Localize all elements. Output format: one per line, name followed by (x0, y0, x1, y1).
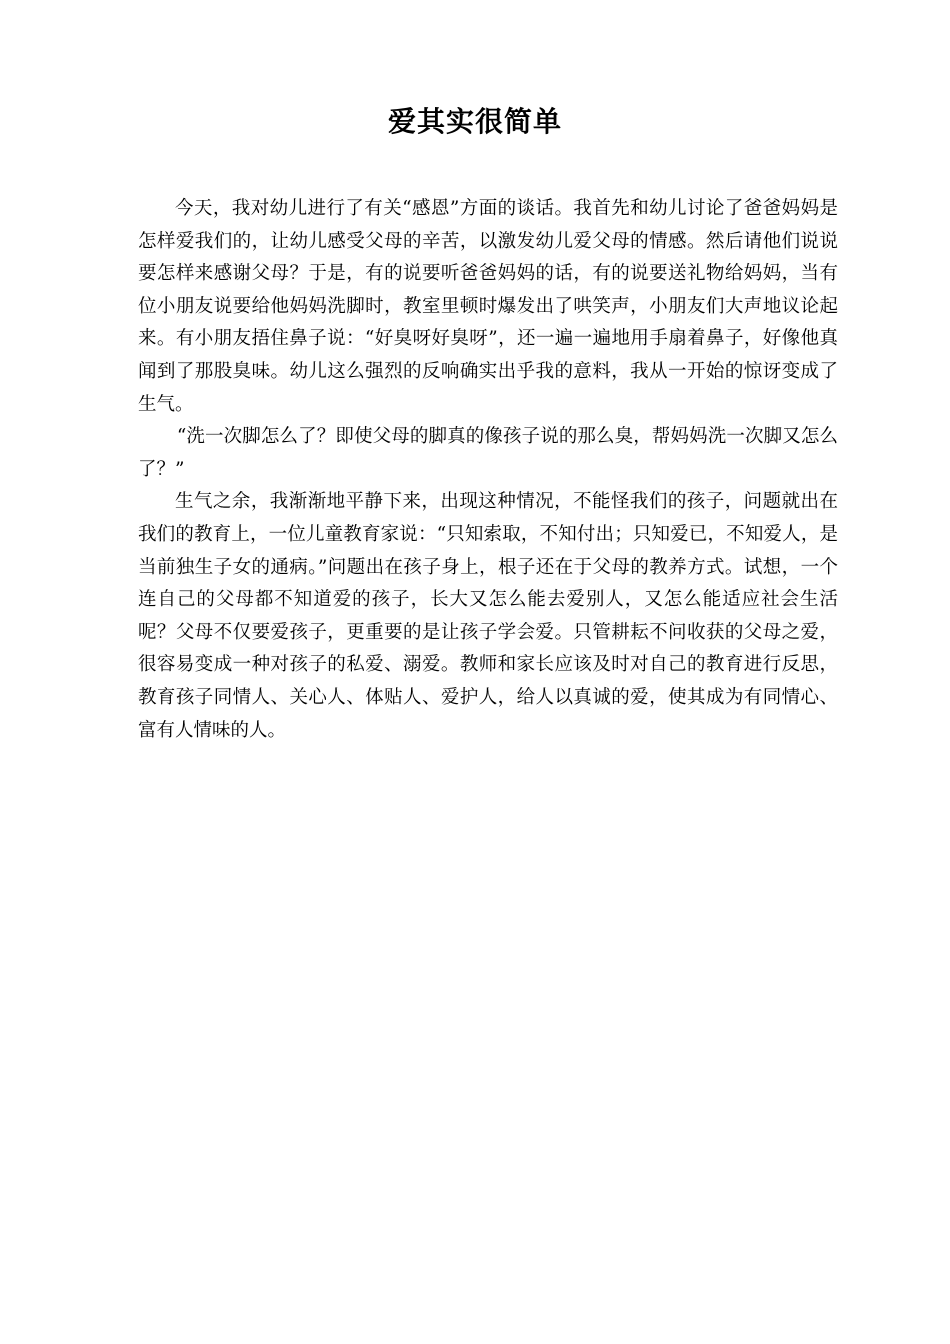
paragraph-2-quote: “洗一次脚怎么了？即使父母的脚真的像孩子说的那么臭，帮妈妈洗一次脚又怎么了？” (138, 426, 838, 480)
document-body (138, 193, 838, 747)
paragraph-1: 今天，我对幼儿进行了有关“感恩”方面的谈话。我首先和幼儿讨论了爸爸妈妈是怎样爱我们的，让幼儿感受父母的辛苦，以激发幼儿爱父母的情感。然后请他们说说要怎样来感谢父母？于是，有的说要听爸爸妈妈的话，有的说要送礼物给妈妈，当有位小朋友说要给他妈妈洗脚时，教室里顿时爆发出了哄笑声，小朋友们大声地议论起来。有小朋友捂住鼻子说：“好臭呀好臭呀”，还一遍一遍地用手扇着鼻子，好像他真闻到了那股臭味。幼儿这么强烈的反响确实出乎我的意料，我从一开始的惊讶变成了生气。 (138, 198, 838, 415)
paragraph-3: 生气之余，我渐渐地平静下来，出现这种情况，不能怪我们的孩子，问题就出在我们的教育上，一位儿童教育家说：“只知索取，不知付出；只知爱已，不知爱人，是当前独生子女的通病。”问题出在孩子身上，根子还在于父母的教养方式。试想，一个连自己的父母都不知道爱的孩子，长大又怎么能去爱别人，又怎么能适应社会生活呢？父母不仅要爱孩子，更重要的是让孩子学会爱。只管耕耘不问收获的父母之爱，很容易变成一种对孩子的私爱、溺爱。教师和家长应该及时对自己的教育进行反思，教育孩子同情人、关心人、体贴人、爱护人，给人以真诚的爱，使其成为有同情心、富有人情味的人。 (138, 491, 838, 741)
document-title: 爱其实很简单 (387, 105, 562, 138)
